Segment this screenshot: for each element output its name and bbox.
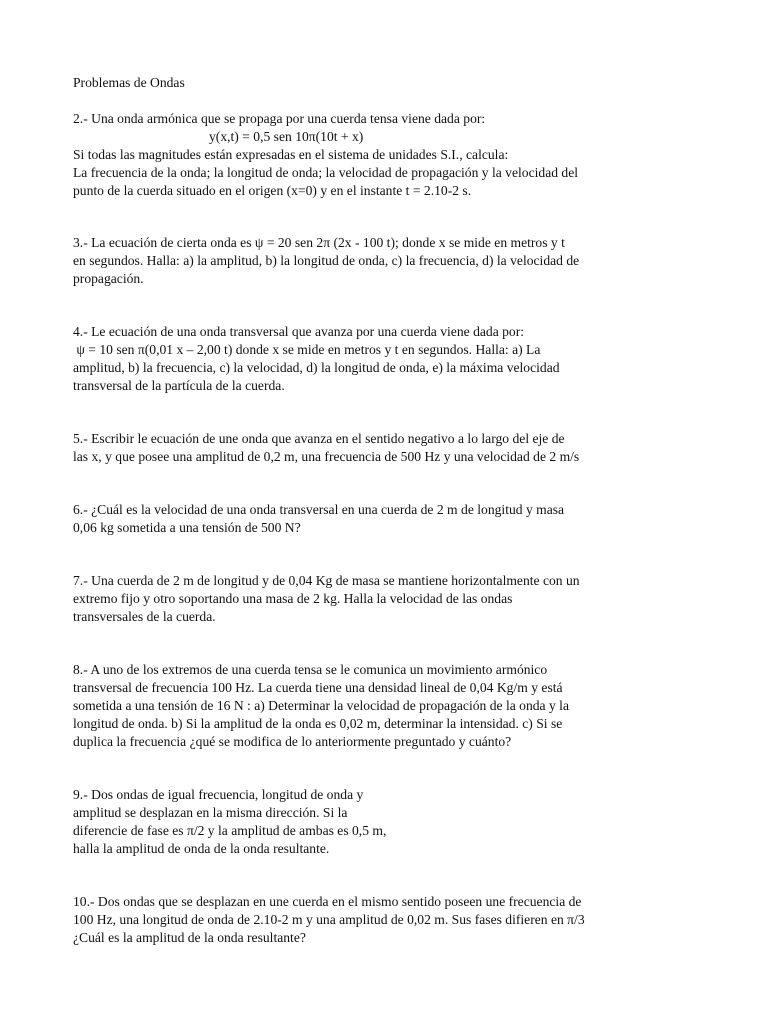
problem-8-line-4: longitud de onda. b) Si la amplitud de la onda es 0,02 m, determinar la intensidad. c) Si se <box>73 716 563 731</box>
problem-2-equation: y(x,t) = 0,5 sen 10π(10t + x) <box>209 129 364 144</box>
problem-2-line-1: 2.- Una onda armónica que se propaga por una cuerda tensa viene dada por: <box>73 111 486 126</box>
problem-3-line-1: 3.- La ecuación de cierta onda es ψ = 20 sen 2π (2x - 100 t); donde x se mide en metros y t <box>73 235 565 250</box>
problem-4-line-3: amplitud, b) la frecuencia, c) la velocidad, d) la longitud de onda, e) la máxima velocidad <box>73 360 560 375</box>
problem-9-line-3: diferencie de fase es π/2 y la amplitud de ambas es 0,5 m, <box>73 823 387 838</box>
problem-8-line-5: duplica la frecuencia ¿qué se modifica de lo anteriormente preguntado y cuánto? <box>73 734 512 749</box>
problem-6-line-1: 6.- ¿Cuál es la velocidad de una onda transversal en una cuerda de 2 m de longitud y masa <box>73 502 565 517</box>
problem-8-line-3: sometida a una tensión de 16 N : a) Determinar la velocidad de propagación de la onda y la <box>73 698 569 713</box>
document-title: Problemas de Ondas <box>73 75 185 90</box>
problem-4-line-4: transversal de la partícula de la cuerda. <box>73 378 285 393</box>
problem-5-line-2: las x, y que posee una amplitud de 0,2 m, una frecuencia de 500 Hz y una velocidad de 2 m/s <box>73 449 580 464</box>
problem-7-line-2: extremo fijo y otro soportando una masa de 2 kg. Halla la velocidad de las ondas <box>73 591 513 606</box>
problem-7-line-3: transversales de la cuerda. <box>73 609 216 624</box>
problem-10-line-1: 10.- Dos ondas que se desplazan en une cuerda en el mismo sentido poseen une frecuencia de <box>73 894 582 909</box>
problem-10-line-2: 100 Hz, una longitud de onda de 2.10-2 m y una amplitud de 0,02 m. Sus fases difieren en π/3 <box>73 912 585 927</box>
problem-9-line-1: 9.- Dos ondas de igual frecuencia, longitud de onda y <box>73 787 364 802</box>
problem-2-line-5: punto de la cuerda situado en el origen (x=0) y en el instante t = 2.10-2 s. <box>73 183 472 198</box>
problem-9-line-4: halla la amplitud de onda de la onda resultante. <box>73 841 330 856</box>
problem-7-line-1: 7.- Una cuerda de 2 m de longitud y de 0,04 Kg de masa se mantiene horizontalmente con un <box>73 573 580 588</box>
problem-8-line-1: 8.- A uno de los extremos de una cuerda tensa se le comunica un movimiento armónico <box>73 662 548 677</box>
problem-10-line-3: ¿Cuál es la amplitud de la onda resultante? <box>73 930 306 945</box>
problem-8-line-2: transversal de frecuencia 100 Hz. La cuerda tiene una densidad lineal de 0,04 Kg/m y está <box>73 680 563 695</box>
problem-4-line-2: ψ = 10 sen π(0,01 x – 2,00 t) donde x se mide en metros y t en segundos. Halla: a) La <box>73 342 541 357</box>
problem-3-line-3: propagación. <box>73 271 144 286</box>
problem-9-line-2: amplitud se desplazan en la misma dirección. Si la <box>73 805 348 820</box>
problem-4-line-1: 4.- Le ecuación de una onda transversal que avanza por una cuerda viene dada por: <box>73 324 525 339</box>
problem-2-line-4: La frecuencia de la onda; la longitud de onda; la velocidad de propagación y la velocidad del <box>73 165 579 180</box>
problem-2-line-3: Si todas las magnitudes están expresadas en el sistema de unidades S.I., calcula: <box>73 147 509 162</box>
problem-6-line-2: 0,06 kg sometida a una tensión de 500 N? <box>73 520 301 535</box>
problem-5-line-1: 5.- Escribir le ecuación de une onda que avanza en el sentido negativo a lo largo del eje de <box>73 431 565 446</box>
problem-3-line-2: en segundos. Halla: a) la amplitud, b) la longitud de onda, c) la frecuencia, d) la velocidad de <box>73 253 580 268</box>
